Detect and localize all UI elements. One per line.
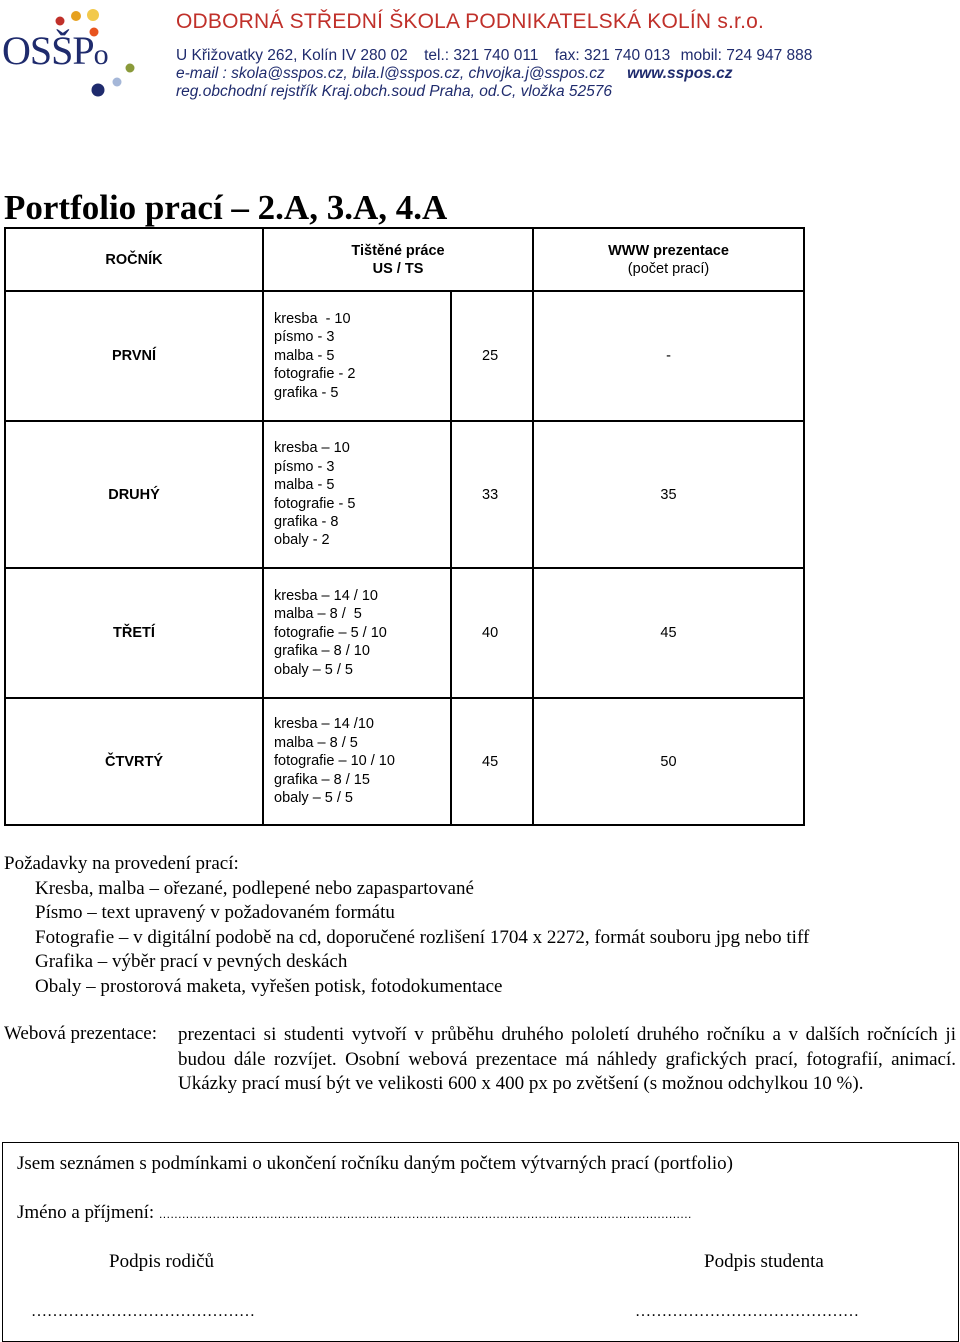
fax: fax: 321 740 013	[554, 47, 671, 64]
row-www: 35	[534, 422, 805, 569]
name-label: Jméno a příjmení:	[17, 1202, 155, 1223]
phone: tel.: 321 740 011	[424, 47, 539, 64]
item: fotografie - 2	[274, 366, 356, 383]
row-www: -	[534, 292, 805, 422]
row-items	[264, 292, 452, 422]
logo-dot	[113, 78, 122, 87]
header-www	[534, 229, 805, 292]
item: fotografie – 10 / 10	[274, 753, 395, 770]
header-tistene-line1: Tištěné práce	[351, 242, 445, 259]
row-rocnik: PRVNÍ	[6, 292, 264, 422]
requirements-heading: Požadavky na provedení prací:	[4, 853, 239, 874]
header-tistene-line2: US / TS	[372, 260, 424, 277]
confirmation-box	[2, 1142, 959, 1342]
requirements-section	[4, 852, 809, 1000]
logo-dot	[71, 11, 81, 21]
item: malba - 5	[274, 477, 335, 494]
logo-dot	[92, 84, 105, 97]
org-name: ODBORNÁ STŘEDNÍ ŠKOLA PODNIKATELSKÁ KOLÍN s.r.o.	[176, 10, 765, 33]
row-items	[264, 569, 452, 699]
requirement-item: Obaly – prostorová maketa, vyřešen potisk, fotodokumentace	[35, 975, 503, 997]
item: obaly - 2	[274, 532, 330, 549]
address: U Křižovatky 262, Kolín IV 280 02	[176, 47, 408, 64]
item: obaly – 5 / 5	[274, 790, 353, 807]
student-signature-label: Podpis studenta	[704, 1251, 824, 1272]
item: kresba – 10	[274, 440, 350, 457]
web-presentation-text: prezentaci si studenti vytvoří v průběhu druhého pololetí druhého ročníku a v dalších ročnících ji budou dále rozvíjet. Osobní webová prezentace má náhledy grafických prací, fotografií, animací. Ukázky prací musí být ve velikosti 600 x 400 px po zvětšení (s možnou odchylkou 10 %).	[178, 1024, 956, 1095]
requirement-item: Grafika – výběr prací v pevných deskách	[35, 951, 348, 973]
item: malba - 5	[274, 347, 335, 364]
item: malba – 8 / 5	[274, 734, 358, 751]
row-rocnik: ČTVRTÝ	[6, 699, 264, 826]
svg-text:OSŠPo: OSŠPo	[2, 28, 108, 73]
item: písmo - 3	[274, 458, 335, 475]
item: obaly – 5 / 5	[274, 661, 353, 678]
row-count: 33	[452, 422, 534, 569]
item: grafika - 5	[274, 384, 339, 401]
register-line: reg.obchodní rejstřík Kraj.obch.soud Praha, od.C, vložka 52576	[176, 83, 612, 100]
item: grafika – 8 / 15	[274, 771, 370, 788]
item: kresba - 10	[274, 310, 351, 327]
logo-dot	[126, 64, 135, 73]
header-rocnik: ROČNÍK	[6, 229, 264, 292]
item: kresba – 14 / 10	[274, 587, 378, 604]
header-tistene	[264, 229, 534, 292]
row-count: 45	[452, 699, 534, 826]
website-link[interactable]: www.sspos.cz	[627, 65, 733, 82]
header-www-line2: (počet prací)	[627, 260, 710, 277]
name-line	[17, 1202, 692, 1224]
row-rocnik: DRUHÝ	[6, 422, 264, 569]
web-presentation-label: Webová prezentace:	[4, 1023, 158, 1044]
student-signature-field[interactable]: ……………………………………	[635, 1303, 859, 1320]
requirement-item: Písmo – text upravený v požadovaném formátu	[35, 902, 395, 924]
item: kresba – 14 /10	[274, 716, 374, 733]
row-count: 40	[452, 569, 534, 699]
parent-signature-label: Podpis rodičů	[109, 1251, 215, 1272]
row-count: 25	[452, 292, 534, 422]
item: malba – 8 / 5	[274, 606, 362, 623]
header-www-line1: WWW prezentace	[608, 242, 729, 259]
email-line	[176, 65, 733, 83]
mobile: mobil: 724 947 888	[680, 47, 813, 64]
row-www: 45	[534, 569, 805, 699]
item: fotografie – 5 / 10	[274, 624, 387, 641]
row-items	[264, 422, 452, 569]
school-logo	[2, 4, 164, 100]
parent-signature-field[interactable]: ……………………………………	[31, 1303, 255, 1320]
requirement-item: Fotografie – v digitální podobě na cd, doporučené rozlišení 1704 x 2272, formát souboru jpg nebo tiff	[35, 926, 810, 948]
item: písmo - 3	[274, 329, 335, 346]
row-items	[264, 699, 452, 826]
contact-line	[176, 47, 812, 65]
item: fotografie - 5	[274, 495, 356, 512]
requirement-item: Kresba, malba – ořezané, podlepené nebo zapaspartované	[35, 877, 474, 899]
item: grafika – 8 / 10	[274, 643, 370, 660]
name-field[interactable]: ...........................................................................................................................................	[158, 1207, 692, 1221]
logo-dot	[87, 9, 99, 21]
row-rocnik: TŘETÍ	[6, 569, 264, 699]
logo-dot	[56, 17, 65, 26]
email-list[interactable]: e-mail : skola@sspos.cz, bila.l@sspos.cz, chvojka.j@sspos.cz	[176, 65, 605, 82]
page-title: Portfolio prací – 2.A, 3.A, 4.A	[4, 188, 448, 227]
confirmation-statement: Jsem seznámen s podmínkami o ukončení ročníku daným počtem výtvarných prací (portfolio)	[17, 1153, 734, 1174]
item: grafika - 8	[274, 513, 339, 530]
portfolio-table	[4, 227, 805, 826]
row-www: 50	[534, 699, 805, 826]
